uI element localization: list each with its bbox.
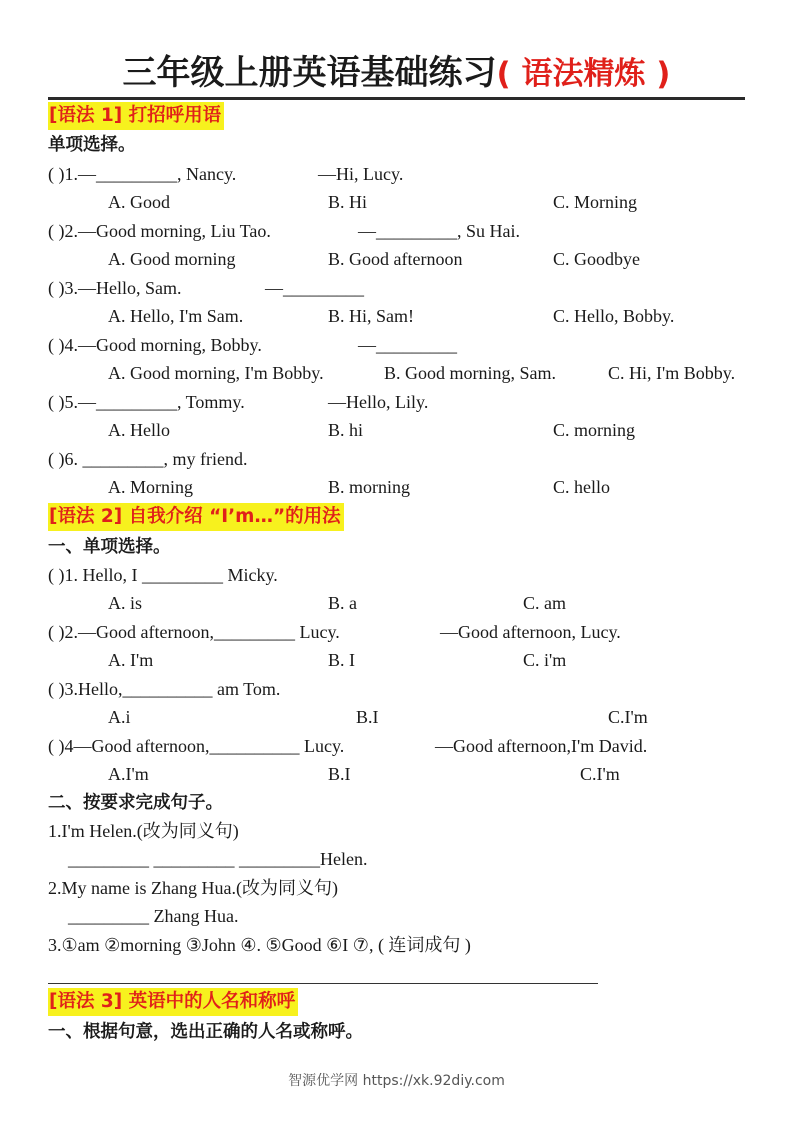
question-1-option-b: B. Hi	[328, 192, 368, 212]
question-5-option-a: A. Hello	[108, 420, 170, 440]
section-2-instruction-1: 一、单项选择。	[48, 537, 171, 557]
section-2-heading: [语法 2] 自我介绍 “I’m…”的用法	[48, 503, 344, 531]
s2-question-3-option-b: B.I	[356, 707, 379, 727]
s2-question-3-option-a: A.i	[108, 707, 131, 727]
s2-question-1-stem: ( )1. Hello, I _________ Micky.	[48, 565, 278, 585]
s2-question-3-stem: ( )3.Hello,__________ am Tom.	[48, 679, 281, 699]
answer-line	[48, 983, 598, 984]
s2-question-1-option-a: A. is	[108, 593, 143, 613]
section-3-heading: [语法 3] 英语中的人名和称呼	[48, 988, 298, 1016]
s2-question-4-option-c: C.I'm	[580, 764, 620, 784]
completion-2-answer-line: _________ Zhang Hua.	[68, 906, 239, 926]
question-1-reply: —Hi, Lucy.	[318, 164, 404, 184]
question-1-option-a: A. Good	[108, 192, 170, 212]
section-3-instruction: 一、根据句意，选出正确的人名或称呼。	[48, 1022, 363, 1042]
title-divider	[48, 97, 745, 100]
question-4-option-c: C. Hi, I'm Bobby.	[608, 363, 736, 383]
title-main: 三年级上册英语基础练习	[122, 53, 497, 93]
s2-question-2-reply: —Good afternoon, Lucy.	[440, 622, 621, 642]
question-4-stem: ( )4.—Good morning, Bobby.	[48, 335, 262, 355]
question-4-option-b: B. Good morning, Sam.	[384, 363, 557, 383]
question-1-option-c: C. Morning	[553, 192, 638, 212]
completion-1-prompt: 1.I'm Helen.(改为同义句)	[48, 821, 239, 841]
question-6-option-b: B. morning	[328, 477, 411, 497]
question-5-reply: —Hello, Lily.	[328, 392, 429, 412]
completion-2-prompt: 2.My name is Zhang Hua.(改为同义句)	[48, 878, 338, 898]
section-1-heading: [语法 1] 打招呼用语	[48, 102, 224, 130]
question-3-stem: ( )3.—Hello, Sam.	[48, 278, 182, 298]
s2-question-1-option-c: C. am	[523, 593, 566, 613]
question-5-option-c: C. morning	[553, 420, 636, 440]
question-2-stem: ( )2.—Good morning, Liu Tao.	[48, 221, 271, 241]
question-2-option-a: A. Good morning	[108, 249, 236, 269]
s2-question-4-stem: ( )4—Good afternoon,__________ Lucy.	[48, 736, 345, 756]
question-2-option-b: B. Good afternoon	[328, 249, 463, 269]
question-3-reply: —_________	[265, 278, 364, 298]
question-2-reply: —_________, Su Hai.	[358, 221, 520, 241]
s2-question-1-option-b: B. a	[328, 593, 357, 613]
question-2-option-c: C. Goodbye	[553, 249, 640, 269]
s2-question-2-option-b: B. I	[328, 650, 355, 670]
completion-1-answer-line: _________ _________ _________Helen.	[68, 849, 368, 869]
s2-question-4-option-b: B.I	[328, 764, 351, 784]
question-4-reply: —_________	[358, 335, 457, 355]
question-6-option-c: C. hello	[553, 477, 610, 497]
question-3-option-c: C. Hello, Bobby.	[553, 306, 675, 326]
section-2-instruction-2: 二、按要求完成句子。	[48, 793, 223, 813]
question-6-stem: ( )6. _________, my friend.	[48, 449, 248, 469]
s2-question-2-option-a: A. I'm	[108, 650, 154, 670]
s2-question-3-option-c: C.I'm	[608, 707, 648, 727]
question-5-stem: ( )5.—_________, Tommy.	[48, 392, 245, 412]
title-sub: ( 语法精炼 )	[496, 56, 671, 92]
completion-3-prompt: 3.①am ②morning ③John ④. ⑤Good ⑥I ⑦, ( 连词成句 )	[48, 935, 471, 955]
footer-watermark: 智源优学网 https://xk.92diy.com	[288, 1073, 505, 1089]
page-title	[0, 50, 793, 97]
s2-question-4-reply: —Good afternoon,I'm David.	[435, 736, 648, 756]
question-3-option-b: B. Hi, Sam!	[328, 306, 415, 326]
question-1-stem: ( )1.—_________, Nancy.	[48, 164, 237, 184]
s2-question-2-option-c: C. i'm	[523, 650, 567, 670]
section-1-instruction: 单项选择。	[48, 135, 136, 155]
question-3-option-a: A. Hello, I'm Sam.	[108, 306, 244, 326]
s2-question-2-stem: ( )2.—Good afternoon,_________ Lucy.	[48, 622, 340, 642]
s2-question-4-option-a: A.I'm	[108, 764, 149, 784]
question-5-option-b: B. hi	[328, 420, 364, 440]
question-4-option-a: A. Good morning, I'm Bobby.	[108, 363, 324, 383]
question-6-option-a: A. Morning	[108, 477, 193, 497]
